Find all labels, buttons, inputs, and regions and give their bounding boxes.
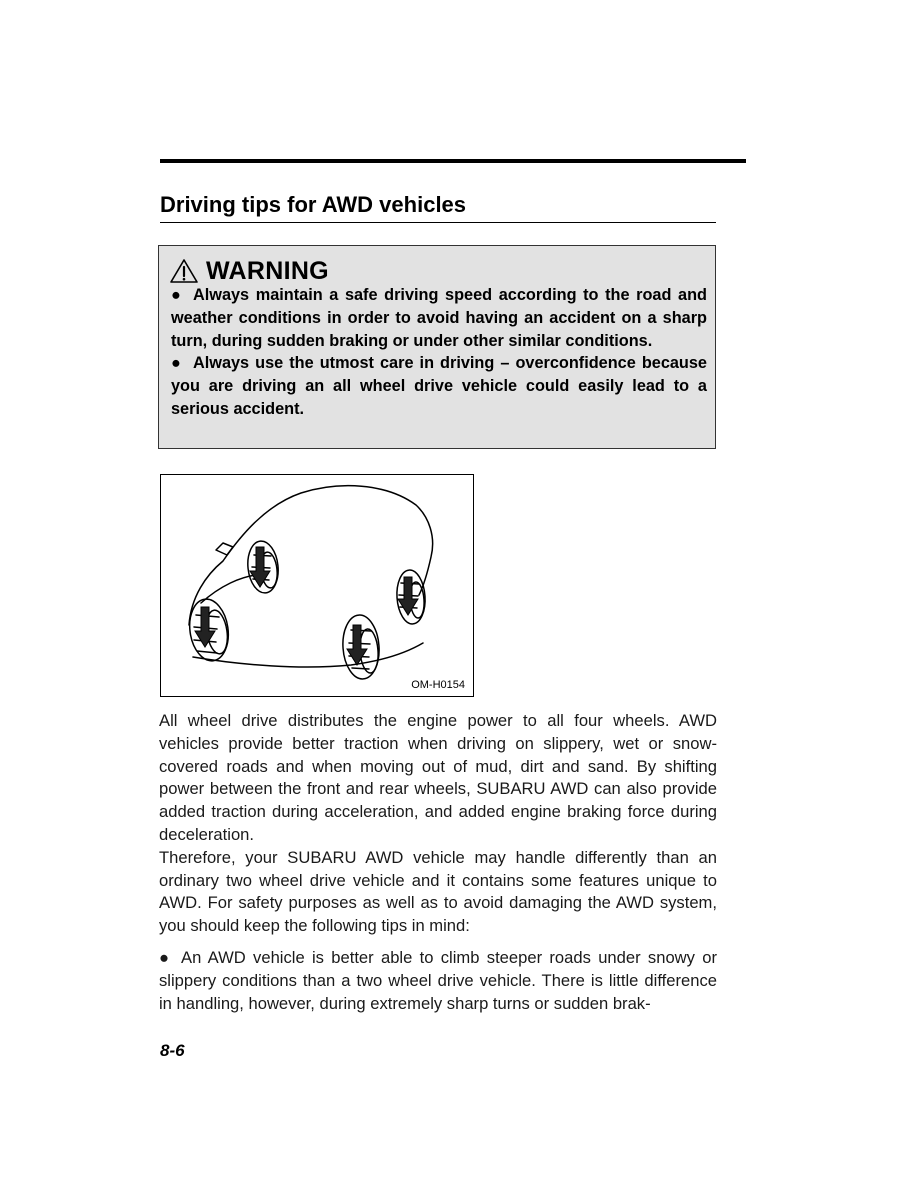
- bullet-icon: ●: [171, 286, 181, 304]
- warning-body: [171, 284, 707, 421]
- warning-bullet: ● Always maintain a safe driving speed according to the road and weather conditions in order to avoid having an accident on a sharp turn, during sudden braking or under other similar conditions.: [171, 286, 707, 350]
- car-mirror: [216, 543, 233, 555]
- car-body-outline: [189, 486, 433, 625]
- section-title: Driving tips for AWD vehicles: [160, 192, 467, 217]
- figure-code: OM-H0154: [411, 679, 465, 691]
- paragraph: Therefore, your SUBARU AWD vehicle may handle differently than an ordinary two wheel drive vehicle and it contains some features unique to AWD. For safety purposes as well as to avoid damaging the AWD system, you should keep the following tips in mind:: [159, 847, 717, 936]
- page-number: 8-6: [160, 1041, 185, 1060]
- warning-box: [158, 245, 716, 449]
- warning-header: [169, 256, 329, 286]
- warning-triangle-icon: [169, 258, 199, 284]
- paragraph: All wheel drive distributes the engine power to all four wheels. AWD vehicles provide better traction when driving on slippery, wet or snow-covered roads and when moving out of mud, dirt and sand. By shifting power between the front and rear wheels, SUBARU AWD can also provide added traction during acceleration, and added engine braking force during deceleration.: [159, 711, 717, 844]
- awd-car-illustration: [160, 474, 474, 697]
- car-drawing: [161, 475, 473, 696]
- bullet-icon: ●: [171, 354, 181, 373]
- body-bullet: ● An AWD vehicle is better able to climb steeper roads under snowy or slippery conditions than a two wheel drive vehicle. There is little difference in handling, however, during extremely sharp turns or sudden brak-: [159, 947, 717, 1013]
- warning-label: WARNING: [206, 256, 329, 285]
- top-rule: [160, 159, 746, 163]
- body-text: [159, 710, 717, 1015]
- bullet-icon: ●: [159, 947, 170, 967]
- warning-bullet: ● Always use the utmost care in driving – overconfidence because you are driving an all wheel drive vehicle could easily lead to a serious accident.: [171, 354, 707, 418]
- title-underline: [160, 222, 716, 223]
- car-underside: [193, 643, 423, 667]
